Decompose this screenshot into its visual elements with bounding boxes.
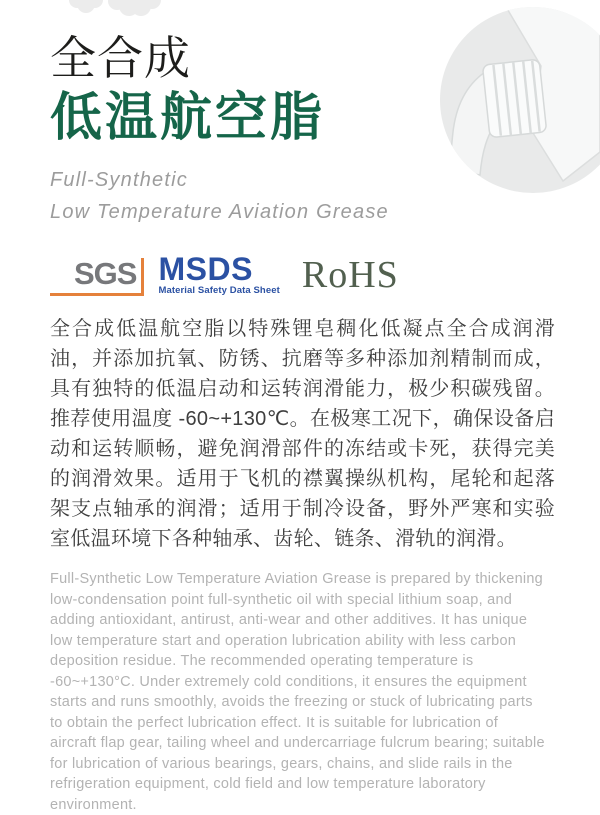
msds-logo bbox=[158, 251, 280, 296]
subtitle-line1: Full-Synthetic bbox=[50, 169, 188, 191]
subtitle-line2: Low Temperature Aviation Grease bbox=[50, 201, 389, 223]
description-english: Full-Synthetic Low Temperature Aviation Grease is prepared by thickening low-condensation point full-synthetic oil with special lithium soap, and adding antioxidant, antirust, anti-wear and other additives. It has unique low temperature start and operation lubrication ability with less carbon deposition residue. The recommended operating temperature is -60~+130°C. Under extremely cold conditions, it ensures the equipment starts and runs smoothly, avoids the freezing or stuck of lubricating parts to obtain the perfect lubrication effect. It is suitable for lubrication of aircraft flap gear, tailing wheel and undercarriage fulcrum bearing; suitable for lubrication of various bearings, gears, chains, and slide rails in the refrigeration equipment, cold field and low temperature laboratory environment. bbox=[50, 571, 545, 813]
description-chinese: 全合成低温航空脂以特殊锂皂稠化低凝点全合成润滑油，并添加抗氧、防锈、抗磨等多种添加剂精制而成，具有独特的低温启动和运转润滑能力，极少积碳残留。推荐使用温度 -60~+130℃。在极寒工况下，确保设备启动和运转顺畅，避免润滑部件的冻结或卡死，获得完美的润滑效果。适用于飞机的襟翼操纵机构，尾轮和起落架支点轴承的润滑；适用于制冷设备，野外严寒和实验室低温环境下各种轴承、齿轮、链条、滑轨的润滑。 bbox=[50, 318, 555, 550]
msds-logo-text: MSDS bbox=[158, 251, 253, 287]
page-title-line2: 低温航空脂 bbox=[50, 89, 326, 147]
product-sheet bbox=[50, 30, 555, 815]
sgs-logo bbox=[50, 258, 144, 296]
gear-icon bbox=[55, 0, 175, 24]
page-title-line1: 全合成 bbox=[50, 32, 191, 84]
sgs-logo-text: SGS bbox=[74, 256, 137, 291]
subtitle bbox=[50, 164, 555, 228]
header bbox=[50, 30, 555, 228]
msds-logo-tagline: Material Safety Data Sheet bbox=[158, 285, 280, 296]
certification-logos bbox=[50, 250, 555, 296]
rohs-logo: RoHS bbox=[301, 254, 399, 296]
